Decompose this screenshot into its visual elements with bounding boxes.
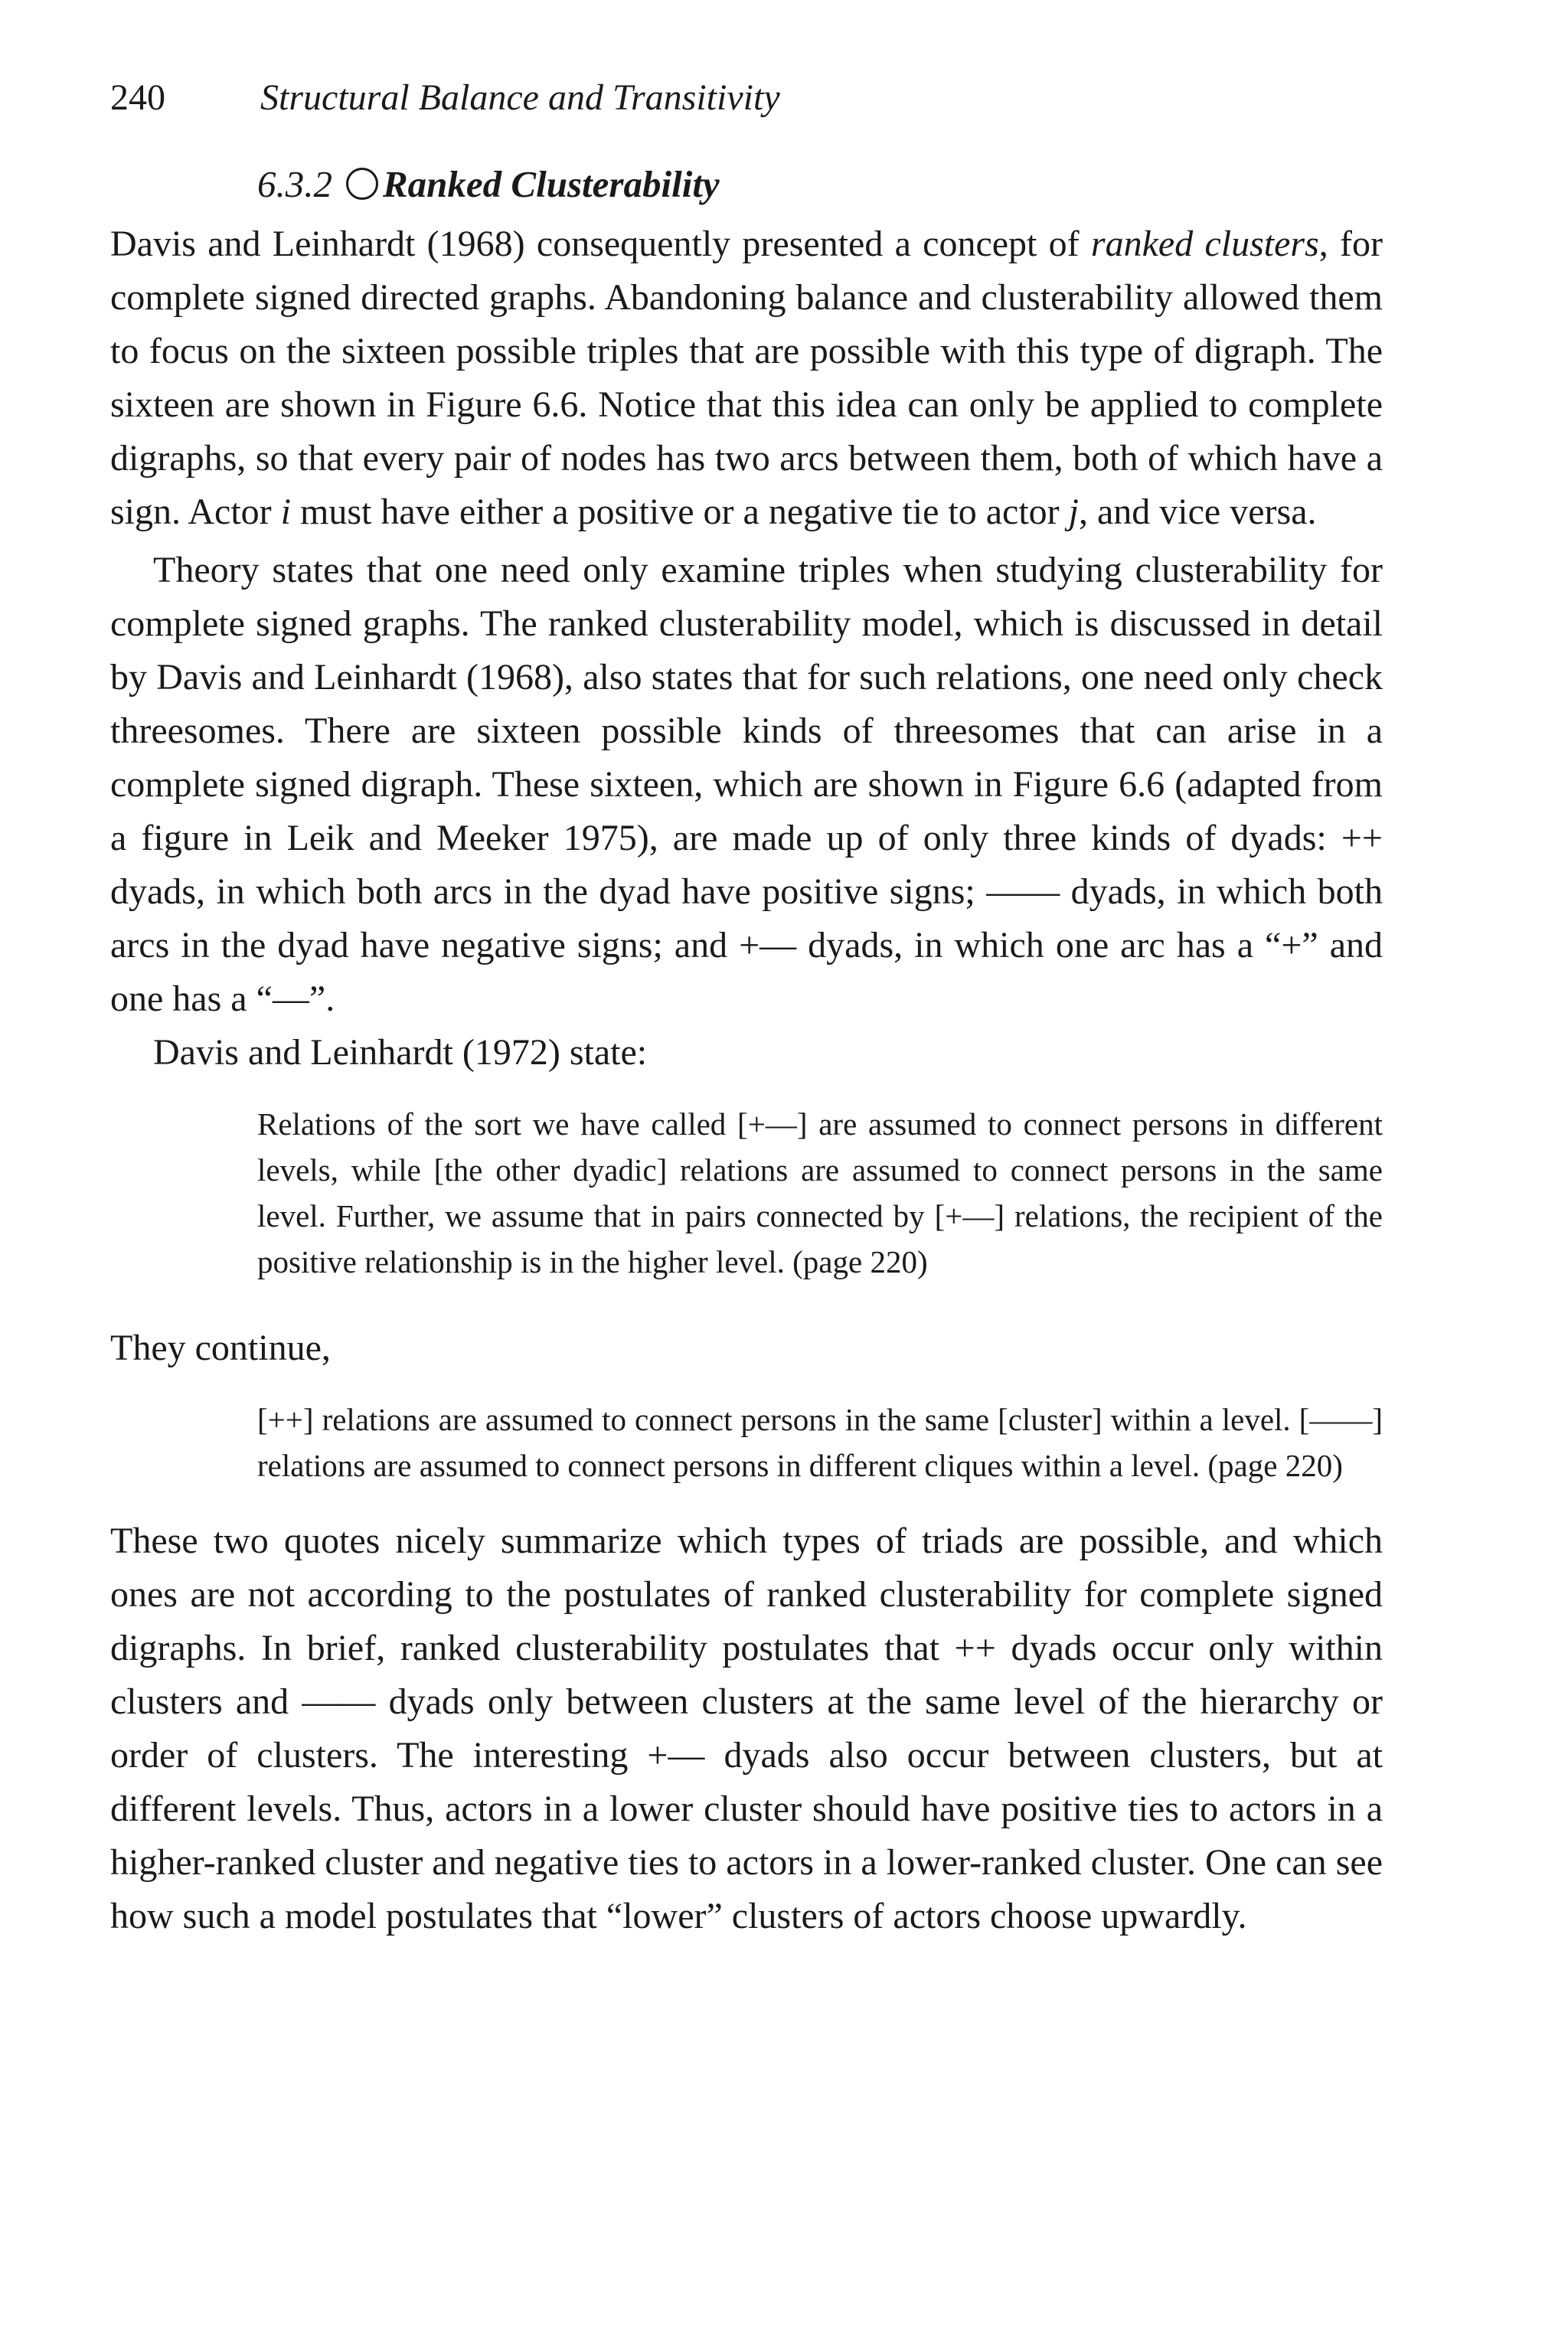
paragraph1-actor-i: i — [280, 492, 291, 532]
paragraph-theory: Theory states that one need only examine triples when studying clusterability for complete signed graphs. The ranked clusterability model, which is discussed in detail by Davis and Leinhardt (1968), also states that for such relations, one need only check threesomes. There are sixteen possible kinds of threesomes that can arise in a complete signed digraph. These sixteen, which are shown in Figure 6.6 (adapted from a figure in Leik and Meeker 1975), are made up of only three kinds of dyads: ++ dyads, in which both arcs in the dyad have positive signs; —— dyads, in which both arcs in the dyad have negative signs; and +— dyads, in which one arc has a “+” and one has a “—”. — [110, 550, 1383, 1019]
paragraph1-text-c: , for complete signed directed graphs. Abandoning balance and clusterability allowed them to focus on the sixteen possible triples that are possible with this type of digraph. The sixteen are shown in Figure 6.6. Notice that this idea can only be applied to complete digraphs, so that every pair of nodes has two arcs between them, both of which have a sign. Actor — [110, 224, 1383, 532]
paragraph-summary: These two quotes nicely summarize which types of triads are possible, and which ones are not according to the postulates of ranked clusterability for complete signed digraphs. In brief, ranked clusterability postulates that ++ dyads occur only within clusters and —— dyads only between clusters at the same level of the hierarchy or order of clusters. The interesting +— dyads also occur between clusters, but at different levels. Thus, actors in a lower cluster should have positive ties to actors in a higher-ranked cluster and negative ties to actors in a lower-ranked cluster. One can see how such a model postulates that “lower” clusters of actors choose upwardly. — [110, 1521, 1383, 1936]
paragraph-davis-state: Davis and Leinhardt (1972) state: — [153, 1032, 648, 1073]
paragraph1-term-ranked-clusters: ranked clusters — [1090, 224, 1319, 264]
open-circle-icon — [346, 168, 378, 200]
section-number: 6.3.2 — [257, 163, 332, 205]
section-heading — [257, 158, 1383, 211]
paragraph-ranked-clusters — [110, 217, 1383, 539]
running-head — [110, 67, 1383, 129]
paragraph1-text-e: must have either a positive or a negative tie to actor — [291, 492, 1069, 532]
page-number: 240 — [110, 77, 165, 118]
paragraph1-text-a: Davis and Leinhardt (1968) consequently presented a concept of — [110, 224, 1091, 264]
block-quote-2: [++] relations are assumed to connect persons in the same [cluster] within a level. [——] relations are assumed to connect persons in different cliques within a level. (page 220) — [257, 1402, 1383, 1483]
book-page — [110, 67, 1383, 1943]
paragraph1-actor-j: j — [1068, 492, 1079, 532]
paragraph-they-continue: They continue, — [110, 1328, 331, 1368]
block-quote-1: Relations of the sort we have called [+—] are assumed to connect persons in different levels, while [the other dyadic] relations are assumed to connect persons in the same level. Further, we assume that in pairs connected by [+—] relations, the recipient of the positive relationship is in the higher level. (page 220) — [257, 1106, 1383, 1279]
running-title: Structural Balance and Transitivity — [260, 77, 780, 118]
paragraph1-text-g: , and vice versa. — [1078, 492, 1317, 532]
section-title: Ranked Clusterability — [383, 163, 720, 205]
